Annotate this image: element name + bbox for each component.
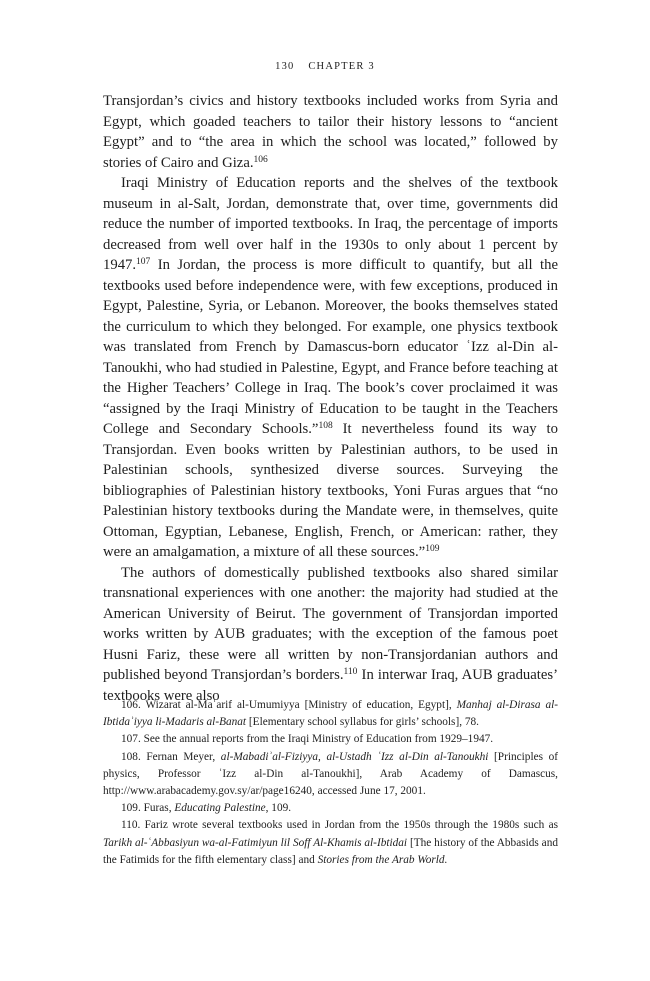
footnote-ref: 108 [318,421,333,431]
text-run: 106. Wizarat al-Maʿarif al-Umumiyya [Ministry of education, Egypt], [121,699,457,711]
footnote-106 [103,697,558,731]
page-number: 130 [275,61,295,72]
italic-text: Stories from the Arab World. [317,853,448,866]
italic-text: Tarikh al-ʿAbbasiyun wa-al-Fatimiyun lil Soff Al-Khamis al-Ibtidai [103,836,408,849]
text-run: [Principles of physics, Professor ʿIzz al-Din al-Tanoukhi], Arab Academy of Damascus, http://www.arabacademy.gov.sy/ar/page16240, accessed June 17, 2001. [103,750,559,798]
text-run: 109. Furas, [121,802,175,815]
text-run: 110. Fariz wrote several textbooks used in Jordan from the 1950s through the 1980s such as [121,819,558,832]
text-run: 108. Fernan Meyer, [121,750,221,763]
italic-text: al-Mabadiʾal-Fiziyya, al-Ustadh ʿIzz al-Din al-Tanoukhi [220,750,489,763]
footnote-110 [103,817,558,869]
italic-text: Educating Palestine [174,802,266,815]
text-run: Transjordan’s civics and history textbooks included works from Syria and Egypt, which goaded teachers to tailor their history lessons to “ancient Egypt” and to “the area in which the school was located,” followed by stories of Cairo and Giza. [103,93,558,171]
running-head [0,61,650,72]
body-paragraph [103,91,558,173]
footnote-ref: 106 [253,154,268,165]
footnote-109 [103,800,558,817]
footnote-ref: 107 [136,257,151,267]
chapter-label: CHAPTER 3 [308,61,375,72]
text-run: The authors of domestically published textbooks also shared similar transnational experiences with one another: the majority had studied at the American University of Beirut. The government of Transjordan imported works written by AUB graduates; with the exception of the famous poet Husni Fariz, these were all written by non-Transjordanian authors and published beyond Transjordan’s borders. [103,564,558,683]
text-run: In Jordan, the process is more difficult to quantify, but all the textbooks used before independence were, with few exceptions, produced in Egypt, Palestine, Syria, or Lebanon. Moreover, the books themselves stated the curriculum to which they belonged. For example, one physics textbook was translated from French by Damascus-born educator ʿIzz al-Din al-Tanoukhi, who had studied in Palestine, Egypt, and France before teaching at the Higher Teachers’ College in Iraq. The book’s cover proclaimed it was “assigned by the Iraqi Ministry of Education to be taught in the Teachers College and Secondary Schools.” [103,257,558,437]
italic-text: Manhaj al-Dirasa al-Ibtidaʾiyya li-Madaris al-Banat [103,699,558,729]
footnote-ref: 109 [425,544,440,554]
text-run: , 109. [265,802,292,815]
text-run: In interwar Iraq, AUB graduates’ textbooks were also [103,667,558,704]
body-text [103,91,558,706]
text-run: Iraqi Ministry of Education reports and the shelves of the textbook museum in al-Salt, Jordan, demonstrate that, over time, governments did reduce the number of imported textbooks. In Iraq, the percentage of imports decreased from well over half in the 1930s to only about 1 percent by 1947. [103,175,558,273]
text-run: 107. See the annual reports from the Iraqi Ministry of Education from 1929–1947. [121,733,494,746]
text-run: It nevertheless found its way to Transjordan. Even books written by Palestinian authors, to be used in Palestinian schools, synthesized diverse sources. Surveying the bibliographies of Palestinian history textbooks, Yoni Furas argues that “no Palestinian history textbooks during the Mandate were, in themselves, quite Ottoman, Egyptian, Lebanese, English, French, or American: rather, they were an amalgamation, a mixture of all these sources.” [103,421,558,560]
text-run: [The history of the Abbasids and the Fatimids for the fifth elementary class] and [103,836,558,866]
text-run: [Elementary school syllabus for girls’ schools], 78. [246,716,479,729]
footnotes [103,697,558,869]
footnote-108 [103,749,558,801]
footnote-ref: 110 [343,667,358,677]
body-paragraph [103,563,558,707]
body-paragraph [103,173,558,563]
footnote-107 [103,731,558,748]
